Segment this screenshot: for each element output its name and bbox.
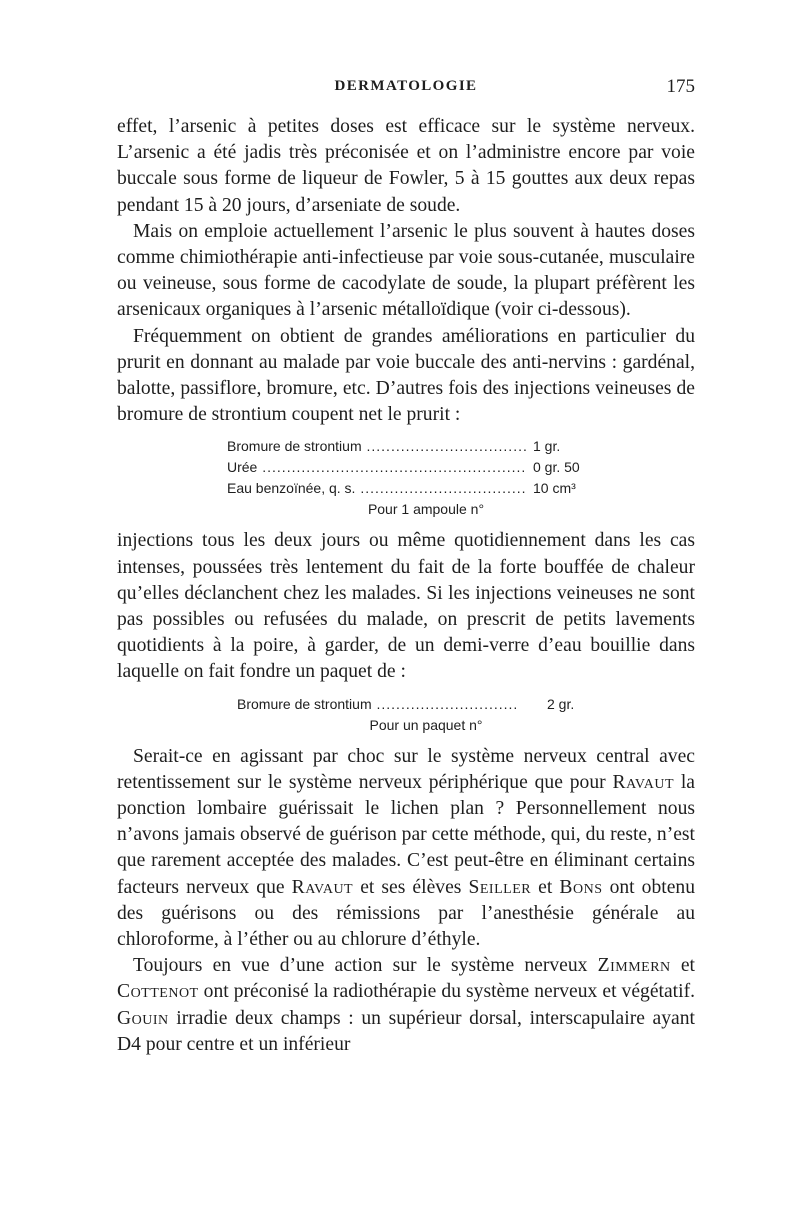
ingredient-dose: 1 gr.: [529, 436, 613, 457]
author-name: Ravaut: [291, 876, 354, 898]
author-name: Cottenot: [117, 981, 199, 1003]
text-run: irradie deux champs : un supérieur dorsal, interscapulaire ayant D4 pour centre et un inférieur: [117, 1007, 695, 1055]
paragraph-6: [117, 953, 695, 1058]
author-name: Bons: [559, 876, 603, 898]
ingredient-dose: 10 cm³: [529, 478, 613, 499]
formula-row: [117, 478, 695, 499]
ingredient-dose: 2 gr.: [543, 694, 627, 715]
ingredient-name: Bromure de strontium .....: [237, 694, 517, 715]
page-header: [117, 76, 695, 102]
formula-note: Pour 1 ampoule n°: [367, 501, 485, 518]
ingredient-name: Bromure de strontium .....: [227, 436, 527, 457]
formula-note: Pour un paquet n°: [369, 716, 483, 733]
formula-row: [117, 694, 695, 715]
running-title: DERMATOLOGIE: [334, 78, 478, 94]
body-text: [117, 114, 695, 1058]
text-run: ont préconisé la radiothérapie du système nerveux et végétatif.: [198, 981, 695, 1003]
prescription-formula-2: [117, 694, 695, 736]
paragraph-5: [117, 744, 695, 954]
text-run: Toujours en vue d’une action sur le système nerveux: [133, 955, 598, 977]
author-name: Seiller: [468, 876, 532, 898]
page-number: 175: [666, 76, 695, 97]
text-run: et ses élèves: [353, 876, 469, 898]
text-run: et: [531, 876, 560, 898]
paragraph-2: Mais on emploie actuellement l’arsenic le plus souvent à hautes doses comme chimiothérapie anti-infectieuse par voie sous-cutanée, musculaire ou veineuse, sous forme de cacodylate de soude, la plupart préfèrent les arsenicaux organiques à l’arsenic métalloïdique (voir ci-dessous).: [117, 220, 695, 321]
paragraph-4: injections tous les deux jours ou même quotidiennement dans les cas intenses, poussées très lentement du fait de la forte bouffée de chaleur qu’elles déclanchent chez les malades. Si les injections veineuses ne sont pas possibles ou refusées du malade, on prescrit de petits lavements quotidients à la poire, à garder, de un demi-verre d’eau bouillie dans laquelle on fait fondre un paquet de :: [117, 530, 695, 683]
text-run: ont obtenu des guérisons ou des rémissions par l’anesthésie générale au chloroforme, à l’éther ou au chlorure d’éthyle.: [117, 876, 696, 951]
paragraph-1: effet, l’arsenic à petites doses est efficace sur le système nerveux. L’arsenic a été jadis très préconisée et on l’administre encore par voie buccale sous forme de liqueur de Fowler, 5 à 15 gouttes aux deux repas pendant 15 à 20 jours, d’arseniate de soude.: [117, 116, 695, 216]
text-run: la ponction lombaire guérissait le lichen plan ? Personnellement nous n’avons jamais observé de guérison par cette méthode, qui, du reste, n’est que rarement acceptée des malades. C’est peut-être en éliminant certains facteurs nerveux que: [117, 771, 695, 898]
text-run: Serait-ce en agissant par choc sur le système nerveux central avec retentissement sur le système nerveux périphérique que pour: [117, 745, 695, 793]
author-name: Ravaut: [612, 771, 674, 793]
ingredient-dose: 0 gr. 50: [529, 457, 613, 478]
ingredient-name: Eau benzoïnée, q. s. .....: [227, 478, 527, 499]
author-name: Gouin: [117, 1007, 169, 1029]
author-name: Zimmern: [597, 955, 671, 977]
text-run: et: [670, 955, 695, 977]
paragraph-3: Fréquemment on obtient de grandes améliorations en particulier du prurit en donnant au malade par voie buccale des anti-nervins : gardénal, balotte, passiflore, bromure, etc. D’autres fois des injections veineuses de bromure de strontium coupent net le prurit :: [117, 325, 695, 426]
formula-row: [117, 457, 695, 478]
ingredient-name: Urée .....: [227, 457, 527, 478]
prescription-formula-1: [117, 436, 695, 520]
formula-row: [117, 436, 695, 457]
